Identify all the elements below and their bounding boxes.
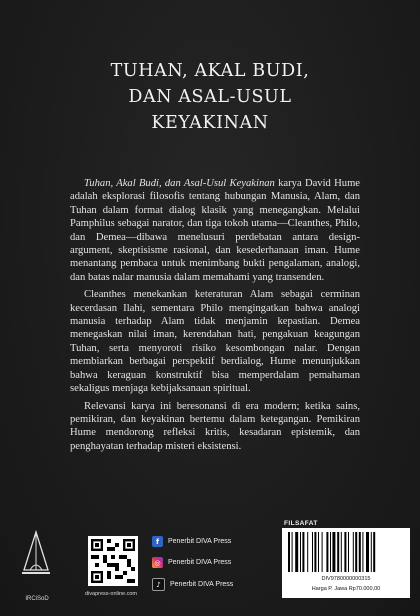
barcode-bar bbox=[341, 532, 342, 572]
qr-code bbox=[88, 536, 138, 586]
social-instagram[interactable] bbox=[152, 557, 231, 568]
barcode-bar bbox=[312, 532, 313, 572]
barcode-bar bbox=[373, 532, 375, 572]
instagram-icon: ◎ bbox=[152, 557, 163, 568]
barcode-bar bbox=[307, 532, 308, 572]
social-tiktok[interactable] bbox=[152, 578, 233, 591]
qr-caption: divapress-online.com bbox=[85, 591, 137, 597]
blurb-paragraph-2: Cleanthes menekankan keteraturan Alam sebagai cerminan kecerdasan Ilahi, sementara Philo mengingatkan bahwa analogi manusia terhadap Alam tidak menjamin kepastian. Demea menegaskan nilai iman, kerendahan hati, pengakuan keagungan Tuhan, serta menyoroti risiko kesombongan nalar. Dengan membiarkan berbagai perspektif berdialog, Hume menunjukkan bahwa keraguan konstruktif bisa memperdalam pemahaman sekaligus menjaga kebijaksanaan spiritual. bbox=[70, 289, 360, 395]
title-line-1: TUHAN, AKAL BUDI, bbox=[110, 61, 310, 81]
barcode-bar bbox=[326, 532, 328, 572]
barcode-bar bbox=[366, 532, 369, 572]
social-tiktok-label: Penerbit DIVA Press bbox=[170, 581, 234, 588]
social-facebook-label: Penerbit DIVA Press bbox=[168, 538, 232, 545]
blurb-paragraph-1-text: karya David Hume adalah eksplorasi filosofis tentang hubungan Manusia, Alam, dan Tuhan dalam format dialog klasik yang menegangkan. Melalui Pamphilus sebagai narator, dan tiga tokoh utama—Cleanthes, Philo, dan Demea—dibawa menelusuri perdebatan antara design-argument, skeptisisme rasional, dan kesederhanaan iman. Hume menantang pembaca untuk menimbang bukti pengalaman, analogi, dan batas nalar manusia dalam memahami yang transenden. bbox=[70, 178, 361, 283]
blurb-paragraph-1 bbox=[70, 177, 360, 284]
qr-code-icon bbox=[91, 539, 135, 583]
category-label: FILSAFAT bbox=[284, 520, 318, 527]
barcode-bar bbox=[292, 532, 293, 572]
barcode-bar bbox=[337, 532, 339, 572]
blurb-paragraph-3: Relevansi karya ini beresonansi di era modern; ketika sains, pemikiran, dan keyakinan bertemu dalam ketegangan. Pemikiran Hume mendorong refleksi kritis, kesadaran epistemik, dan penghayatan terhadap misteri eksistensi. bbox=[70, 400, 360, 452]
social-facebook[interactable] bbox=[152, 536, 231, 547]
title-line-3: KEYAKINAN bbox=[151, 113, 269, 133]
barcode-bar bbox=[314, 532, 316, 572]
book-title bbox=[40, 58, 380, 136]
barcode-bar bbox=[371, 532, 372, 572]
barcode-bar bbox=[344, 532, 346, 572]
barcode-bar bbox=[322, 532, 323, 572]
barcode-bar bbox=[318, 532, 319, 572]
title-line-2: DAN ASAL-USUL bbox=[128, 87, 292, 107]
blurb bbox=[70, 177, 360, 457]
tiktok-icon: ♪ bbox=[152, 578, 165, 591]
barcode-number: DIV9780000000315 bbox=[321, 576, 371, 582]
barcode-panel bbox=[282, 528, 410, 598]
ircisod-logo-icon bbox=[18, 530, 54, 592]
barcode-bar bbox=[300, 532, 301, 572]
barcode-bar bbox=[362, 532, 363, 572]
barcode-icon bbox=[286, 532, 406, 574]
blurb-book-title: Tuhan, Akal Budi, dan Asal-Usul Keyakinan bbox=[84, 178, 275, 189]
facebook-icon: f bbox=[152, 536, 163, 547]
barcode-bar bbox=[359, 532, 361, 572]
social-instagram-label: Penerbit DIVA Press bbox=[168, 559, 232, 566]
barcode-bar bbox=[295, 532, 298, 572]
barcode-bar bbox=[353, 532, 354, 572]
publisher-logo-label: IRCiSoD bbox=[25, 596, 49, 602]
barcode-bar bbox=[332, 532, 335, 572]
barcode-bar bbox=[355, 532, 357, 572]
barcode-bar bbox=[330, 532, 331, 572]
price-label: Harga P. Jawa Rp70.000,00 bbox=[311, 586, 381, 592]
barcode-bar bbox=[348, 532, 349, 572]
barcode-bar bbox=[302, 532, 304, 572]
barcode-bar bbox=[288, 532, 290, 572]
